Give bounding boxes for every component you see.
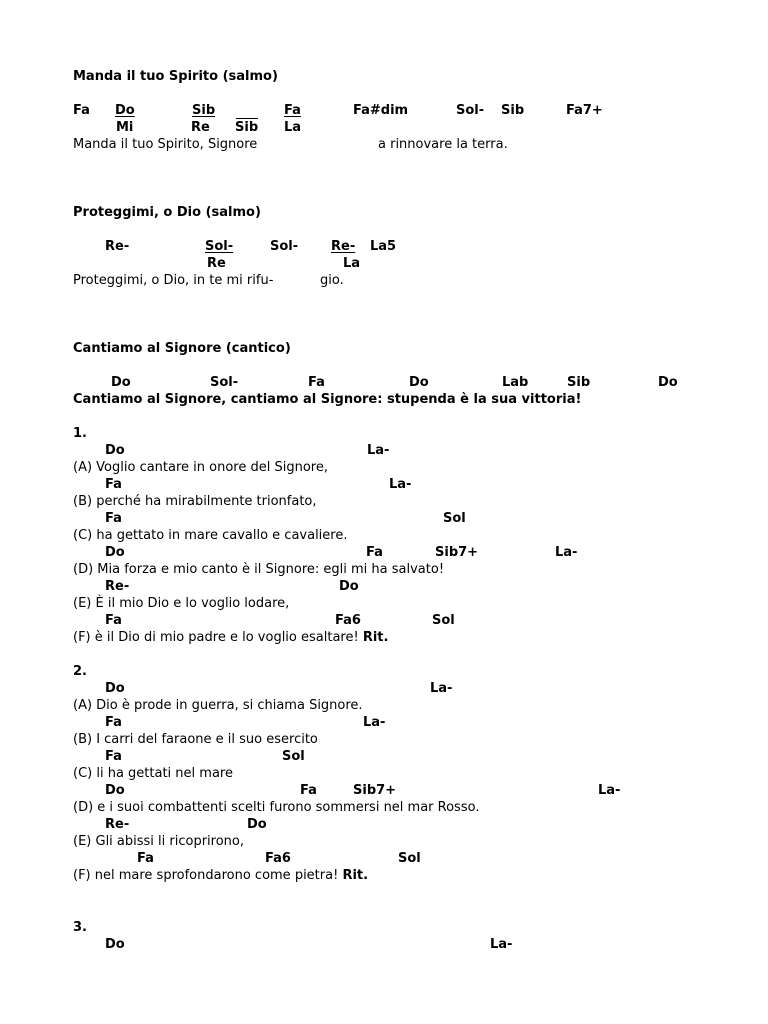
lyric-line: (B) perché ha mirabilmente trionfato, [73,494,317,509]
chord: Re- [105,817,130,832]
chord: Fa [284,103,301,118]
lyric-line: (D) Mia forza e mio canto è il Signore: egli mi ha salvato! [73,562,445,577]
verse-number: 3. [73,920,87,935]
lyric-line: (E) È il mio Dio e lo voglio lodare, [73,596,290,611]
chord: La- [490,937,513,952]
chord: Do [247,817,267,832]
chord: Re [207,256,226,271]
chord: Do [105,681,125,696]
chord: Do [339,579,359,594]
chord: Fa#dim [353,103,409,118]
chord: Fa7+ [566,103,603,118]
chord: Fa [105,715,122,730]
chord: Mi [116,120,134,135]
chord: Sib7+ [353,783,397,798]
rit-label: Rit. [342,868,369,883]
lyric-line: Proteggimi, o Dio, in te mi rifu- [73,273,274,288]
lyric-text: (F) è il Dio di mio padre e lo voglio esaltare! [73,630,363,645]
lyric-line: (A) Dio è prode in guerra, si chiama Signore. [73,698,363,713]
chord: Fa [105,477,122,492]
chord: Fa6 [265,851,291,866]
chord: Sol [432,613,455,628]
chord: Fa [366,545,383,560]
chord: La- [389,477,412,492]
chord: Do [105,783,125,798]
chord: Sol [282,749,305,764]
lyric-line: (C) li ha gettati nel mare [73,766,233,781]
chord: Fa6 [335,613,361,628]
chord: Sol- [270,239,299,254]
chord: Fa [105,613,122,628]
lyric-line: Manda il tuo Spirito, Signore [73,137,258,152]
chord: Fa [73,103,90,118]
lyric-line: (E) Gli abissi li ricoprirono, [73,834,244,849]
chord: Do [111,375,131,390]
lyric-line: a rinnovare la terra. [378,137,508,152]
chord: Sol- [456,103,485,118]
chord: Sib [501,103,525,118]
chord: La [343,256,361,271]
chord: Do [105,937,125,952]
lyric-line: (A) Voglio cantare in onore del Signore, [73,460,328,475]
chord: La- [367,443,390,458]
chord: La [284,120,302,135]
chord: Re- [105,579,130,594]
chord: La- [363,715,386,730]
lyric-line: gio. [320,273,344,288]
lyric-line: (D) e i suoi combattenti scelti furono sommersi nel mar Rosso. [73,800,480,815]
chord: Fa [105,511,122,526]
chord: Sib7+ [435,545,479,560]
lyric-text: (F) nel mare sprofondarono come pietra! [73,868,343,883]
chord: La- [555,545,578,560]
chord: Do [115,103,135,118]
divider [236,118,258,119]
verse-number: 1. [73,426,87,441]
chord: Re [191,120,210,135]
lyric-line: (C) ha gettato in mare cavallo e cavaliere. [73,528,348,543]
verse-number: 2. [73,664,87,679]
chord: Fa [105,749,122,764]
lyric-line [73,630,388,646]
song-title: Cantiamo al Signore (cantico) [73,341,291,356]
chord: Sib [192,103,216,118]
chord: Sol- [205,239,234,254]
lyric-line: (B) I carri del faraone e il suo esercito [73,732,318,747]
chord: Re- [105,239,130,254]
chord: Sib [235,120,259,135]
song-title: Manda il tuo Spirito (salmo) [73,69,278,84]
chord: Lab [502,375,529,390]
chord: Sol [398,851,421,866]
chord: Do [409,375,429,390]
chord: Do [105,545,125,560]
chord: Fa [300,783,317,798]
chord: Re- [331,239,356,254]
chord: Fa [308,375,325,390]
chord: Sib [567,375,591,390]
lyric-line [73,868,368,884]
chord: Do [105,443,125,458]
chord: Do [658,375,678,390]
chord: Sol [443,511,466,526]
song-title: Proteggimi, o Dio (salmo) [73,205,261,220]
chord: La- [430,681,453,696]
chord: Sol- [210,375,239,390]
chord: La5 [370,239,397,254]
chord: La- [598,783,621,798]
rit-label: Rit. [362,630,389,645]
chord: Fa [137,851,154,866]
chorus-line: Cantiamo al Signore, cantiamo al Signore: stupenda è la sua vittoria! [73,392,582,407]
